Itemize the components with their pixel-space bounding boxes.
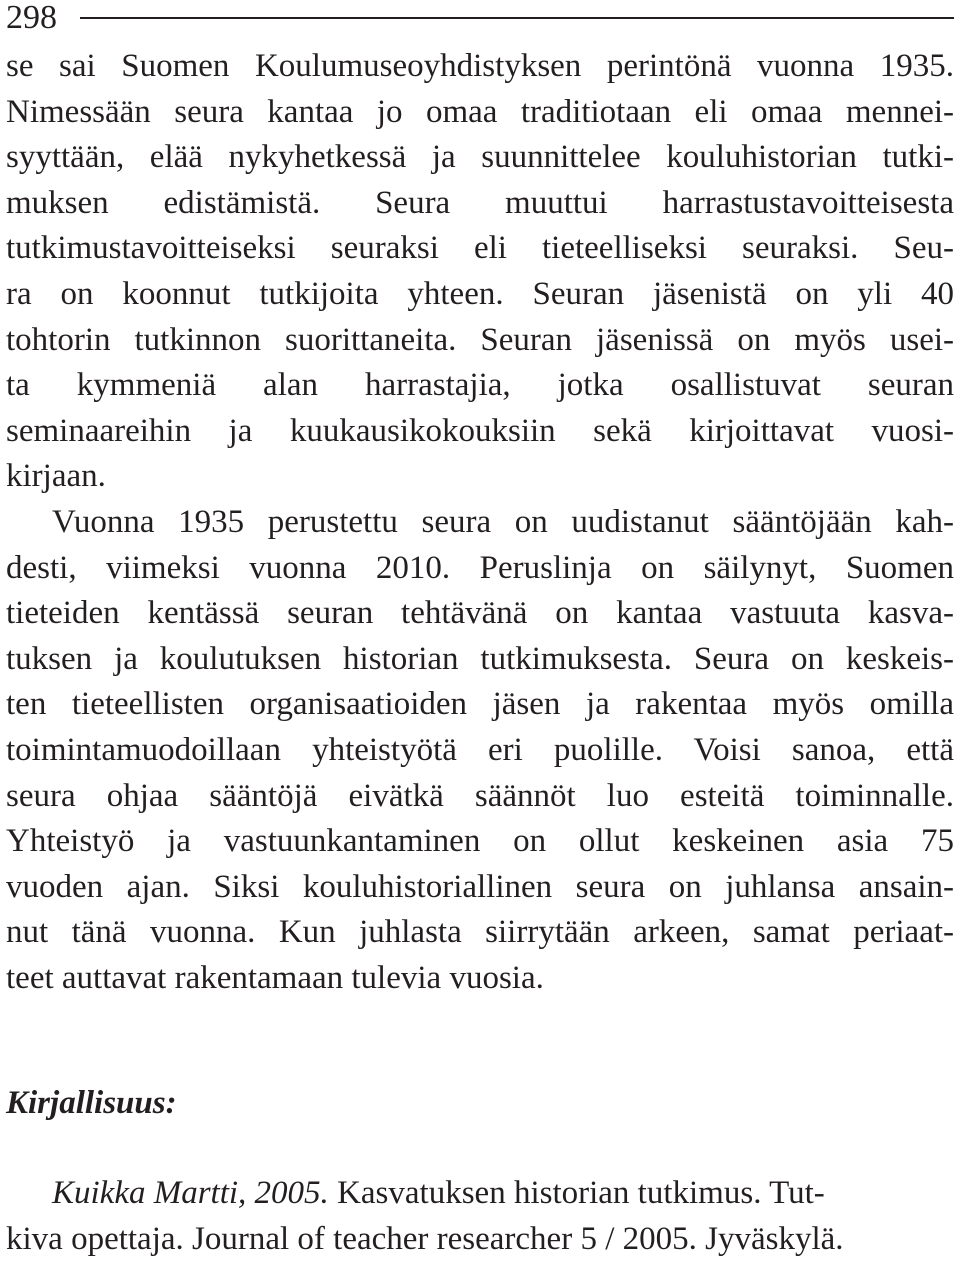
reference-entry	[6, 1170, 954, 1216]
page-number: 298	[6, 0, 57, 36]
text-line: seura ohjaa sääntöjä eivätkä säännöt luo esteitä toiminnalle.	[6, 777, 954, 814]
reference-continuation: kiva opettaja. Journal of teacher researcher 5 / 2005. Jyväskylä.	[6, 1221, 844, 1257]
reference-list	[6, 1170, 954, 1262]
text-line: tohtorin tutkinnon suorittaneita. Seuran jäsenissä on myös usei-	[6, 321, 954, 358]
text-line: desti, viimeksi vuonna 2010. Peruslinja on säilynyt, Suomen	[6, 549, 954, 586]
text-line: seminaareihin ja kuukausikokouksiin sekä kirjoittavat vuosi-	[6, 412, 954, 449]
text-line: syyttään, elää nykyhetkessä ja suunnittelee kouluhistorian tutki-	[6, 139, 954, 176]
text-line: toimintamuodoillaan yhteistyötä eri puolille. Voisi sanoa, että	[6, 731, 954, 768]
header-rule	[80, 17, 954, 19]
text-line: Yhteistyö ja vastuunkantaminen on ollut keskeinen asia 75	[6, 823, 954, 860]
text-line: nut tänä vuonna. Kun juhlasta siirrytään arkeen, samat periaat-	[6, 914, 954, 951]
text-line: ra on koonnut tutkijoita yhteen. Seuran jäsenistä on yli 40	[6, 275, 954, 312]
text-line: Vuonna 1935 perustettu seura on uudistanut sääntöjään kah-	[52, 503, 954, 540]
text-line: teet auttavat rakentamaan tulevia vuosia.	[6, 959, 544, 996]
text-line: tuksen ja koulutuksen historian tutkimuksesta. Seura on keskeis-	[6, 640, 954, 677]
text-line: ten tieteellisten organisaatioiden jäsen ja rakentaa myös omilla	[6, 686, 954, 723]
text-line: se sai Suomen Koulumuseoyhdistyksen perintönä vuonna 1935.	[6, 48, 954, 84]
reference-title: Kasvatuksen historian tutkimus. Tut-	[328, 1175, 825, 1211]
body-text	[6, 44, 954, 1001]
text-line: tutkimustavoitteiseksi seuraksi eli tieteelliseksi seuraksi. Seu-	[6, 230, 954, 267]
text-line: ta kymmeniä alan harrastajia, jotka osallistuvat seuran	[6, 367, 954, 404]
text-line: Nimessään seura kantaa jo omaa traditiotaan eli omaa mennei-	[6, 93, 954, 130]
page-header	[6, 0, 954, 40]
literature-heading: Kirjallisuus:	[6, 1085, 177, 1121]
text-line: vuoden ajan. Siksi kouluhistoriallinen seura on juhlansa ansain-	[6, 868, 954, 905]
text-line: kirjaan.	[6, 458, 106, 495]
reference-author: Kuikka Martti, 2005.	[52, 1175, 329, 1211]
text-line: muksen edistämistä. Seura muuttui harrastustavoitteisesta	[6, 184, 954, 221]
text-line: tieteiden kentässä seuran tehtävänä on kantaa vastuuta kasva-	[6, 595, 954, 632]
